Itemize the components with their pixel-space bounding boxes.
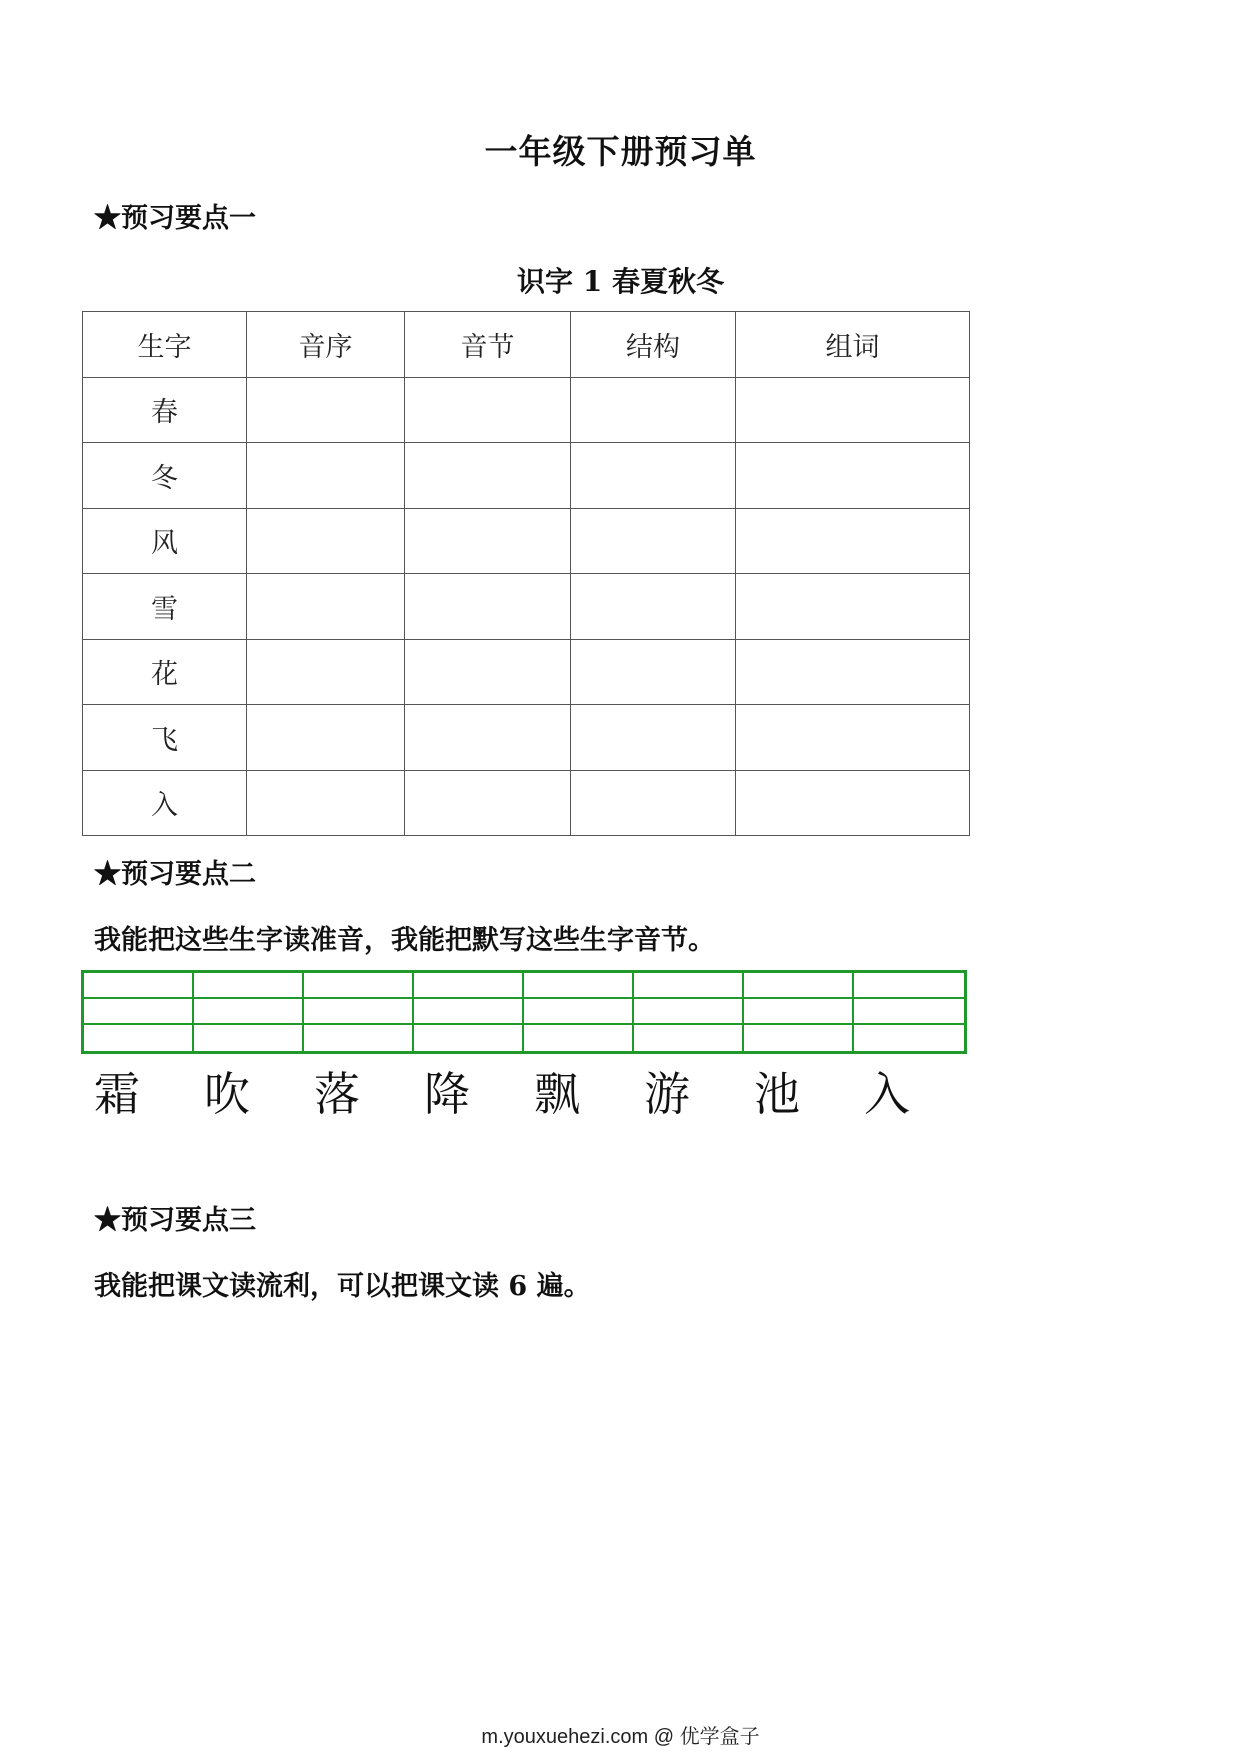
blank-cell[interactable] (247, 508, 405, 574)
blank-cell[interactable] (405, 508, 571, 574)
blank-cell[interactable] (571, 770, 736, 836)
blank-cell[interactable] (405, 705, 571, 771)
pinyin-writing-cell[interactable] (304, 973, 414, 1051)
pinyin-writing-cell[interactable] (84, 973, 194, 1051)
practice-character: 入 (864, 1067, 910, 1121)
blank-cell[interactable] (571, 705, 736, 771)
blank-cell[interactable] (247, 770, 405, 836)
table-row (83, 705, 970, 771)
practice-character: 池 (754, 1067, 800, 1121)
pinyin-writing-cell[interactable] (854, 973, 964, 1051)
table-header-cell: 组词 (736, 312, 970, 378)
table-header-cell: 音节 (405, 312, 571, 378)
practice-character: 游 (644, 1067, 690, 1121)
blank-cell[interactable] (571, 639, 736, 705)
table-row (83, 508, 970, 574)
character-cell: 花 (83, 639, 247, 705)
pinyin-writing-cell[interactable] (744, 973, 854, 1051)
practice-character: 降 (424, 1067, 470, 1121)
blank-cell[interactable] (736, 443, 970, 509)
character-cell: 飞 (83, 705, 247, 771)
blank-cell[interactable] (247, 443, 405, 509)
blank-cell[interactable] (247, 639, 405, 705)
blank-cell[interactable] (571, 574, 736, 640)
section-two-instruction: 我能把这些生字读准音，我能把默写这些生字音节。 (94, 925, 715, 956)
blank-cell[interactable] (736, 770, 970, 836)
blank-cell[interactable] (247, 705, 405, 771)
table-row (83, 377, 970, 443)
blank-cell[interactable] (736, 377, 970, 443)
practice-character: 飘 (534, 1067, 580, 1121)
blank-cell[interactable] (736, 574, 970, 640)
pinyin-writing-cell[interactable] (194, 973, 304, 1051)
character-cell: 冬 (83, 443, 247, 509)
blank-cell[interactable] (405, 574, 571, 640)
blank-cell[interactable] (736, 705, 970, 771)
blank-cell[interactable] (405, 639, 571, 705)
table-header-cell: 生字 (83, 312, 247, 378)
blank-cell[interactable] (571, 443, 736, 509)
section-heading-two: ★预习要点二 (94, 859, 256, 890)
practice-character: 吹 (204, 1067, 250, 1121)
table-header-cell: 音序 (247, 312, 405, 378)
section-heading-one: ★预习要点一 (94, 203, 256, 234)
table-header-row (83, 312, 970, 378)
table-row (83, 443, 970, 509)
pinyin-writing-cell[interactable] (414, 973, 524, 1051)
pinyin-writing-cell[interactable] (634, 973, 744, 1051)
blank-cell[interactable] (247, 377, 405, 443)
section-heading-three: ★预习要点三 (94, 1205, 256, 1236)
character-cell: 风 (83, 508, 247, 574)
section-three-instruction: 我能把课文读流利，可以把课文读 6 遍。 (94, 1271, 591, 1302)
practice-character: 落 (314, 1067, 360, 1121)
footer-watermark: m.youxuehezi.com @ 优学盒子 (481, 1726, 760, 1748)
page-title: 一年级下册预习单 (484, 132, 757, 171)
lesson-title: 识字 1 春夏秋冬 (517, 265, 724, 298)
blank-cell[interactable] (571, 377, 736, 443)
pinyin-writing-cell[interactable] (524, 973, 634, 1051)
blank-cell[interactable] (736, 639, 970, 705)
blank-cell[interactable] (736, 508, 970, 574)
character-table (82, 311, 970, 836)
table-row (83, 574, 970, 640)
character-cell: 入 (83, 770, 247, 836)
practice-characters-row (94, 1058, 974, 1124)
blank-cell[interactable] (405, 770, 571, 836)
pinyin-writing-grid (81, 970, 967, 1054)
blank-cell[interactable] (571, 508, 736, 574)
table-row (83, 770, 970, 836)
blank-cell[interactable] (405, 443, 571, 509)
table-header-cell: 结构 (571, 312, 736, 378)
table-row (83, 639, 970, 705)
character-cell: 雪 (83, 574, 247, 640)
blank-cell[interactable] (247, 574, 405, 640)
character-cell: 春 (83, 377, 247, 443)
practice-character: 霜 (94, 1067, 140, 1121)
blank-cell[interactable] (405, 377, 571, 443)
